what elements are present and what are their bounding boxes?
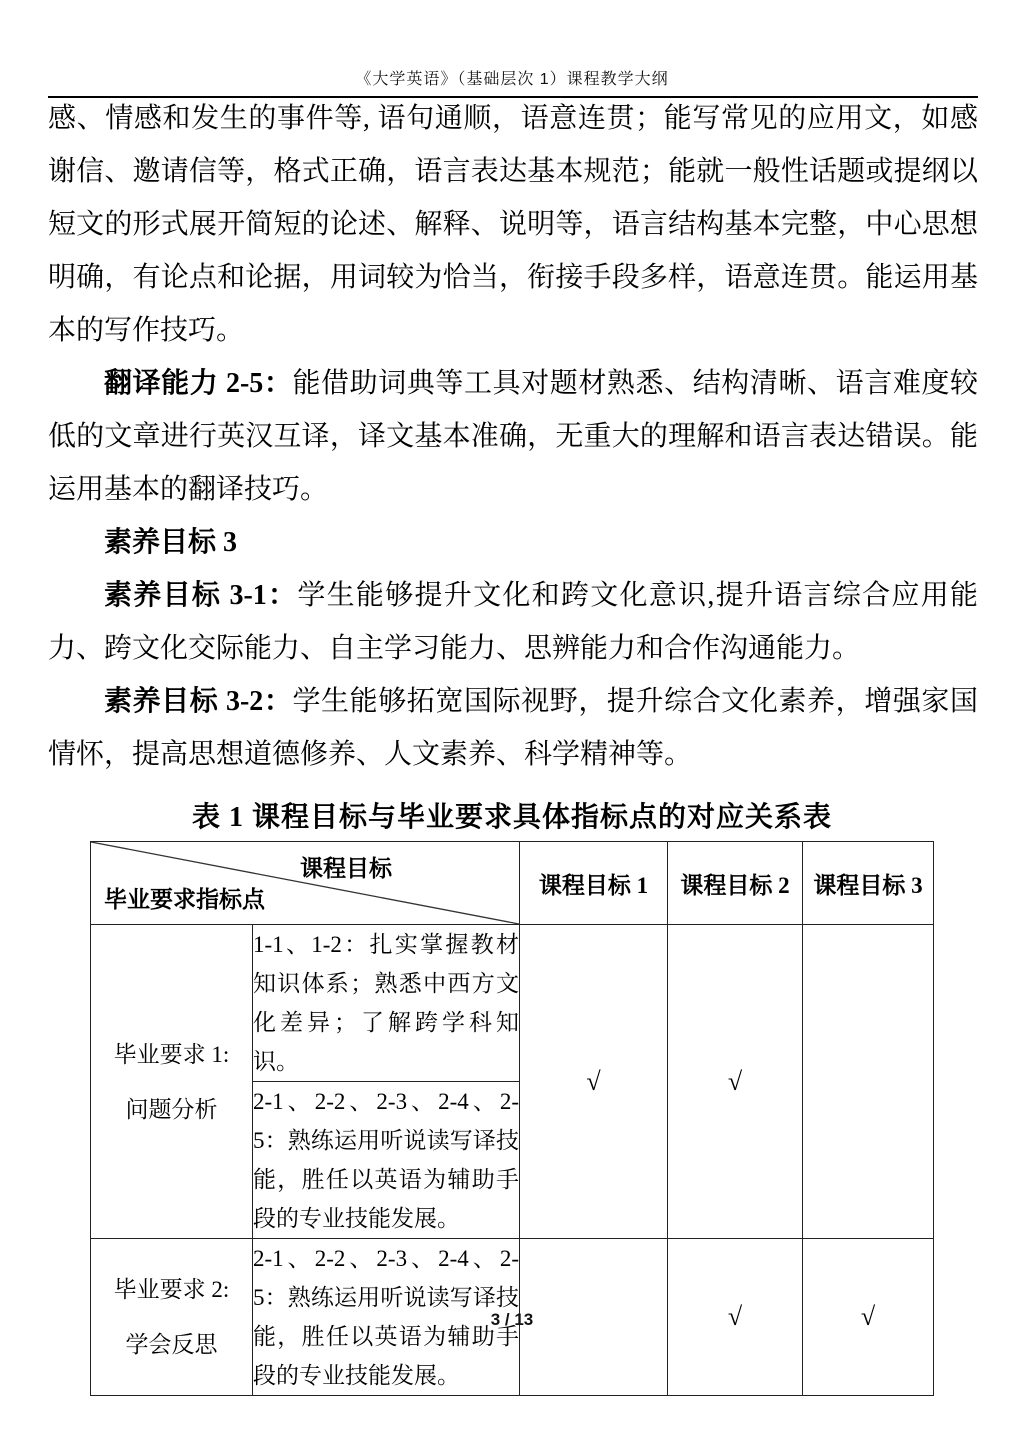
requirement-title: 毕业要求 2:	[113, 1277, 230, 1302]
running-header: 《大学英语》（基础层次 1）课程教学大纲	[355, 71, 669, 88]
paragraph-text: 感、情感和发生的事件等, 语句通顺，语意连贯；能写常见的应用文，如感谢信、邀请信等，格式正确，语言表达基本规范；能就一般性话题或提纲以短文的形式展开简短的论述、解释、说明等，语言结构基本完整，中心思想明确，有论点和论据，用词较为恰当，衔接手段多样，语意连贯。能运用基本的写作技巧。	[48, 103, 978, 346]
indicator-cell: 1-1、1-2：扎实掌握教材知识体系；熟悉中西方文化差异；了解跨学科知识。	[253, 925, 520, 1082]
corner-label-course-objectives: 课程目标	[300, 856, 392, 881]
requirement-title: 毕业要求 1:	[113, 1041, 230, 1067]
column-header-objective-1: 课程目标 1	[520, 842, 668, 925]
paragraph-literacy-goal-3-2	[48, 675, 978, 781]
paragraph-lead: 素养目标 3-2：	[104, 686, 293, 717]
check-cell-r1-c3	[803, 925, 934, 1239]
indicator-cell: 2-1、2-2、2-3、2-4、2-5：熟练运用听说读写译技能，胜任以英语为辅助手段的专业技能发展。	[253, 1239, 520, 1396]
table-header-row	[91, 842, 934, 925]
column-header-objective-3: 课程目标 3	[803, 842, 934, 925]
check-cell-r2-c2: √	[668, 1239, 803, 1396]
paragraph-text: 学生能够拓宽国际视野，提升综合文化素养，增强家国情怀，提高思想道德修养、人文素养、科学精神等。	[48, 686, 978, 770]
requirement-subtitle: 问题分析	[125, 1096, 218, 1122]
check-cell-r1-c2: √	[668, 925, 803, 1239]
document-body	[48, 92, 978, 781]
requirement-1-cell	[91, 925, 253, 1239]
table-row	[91, 925, 934, 1082]
paragraph-literacy-goal-3-1	[48, 569, 978, 675]
paragraph-lead: 翻译能力 2-5：	[104, 368, 293, 399]
table-corner-cell	[91, 842, 520, 925]
paragraph-lead: 素养目标 3-1：	[104, 580, 298, 611]
paragraph-lead: 素养目标 3	[104, 527, 238, 558]
paragraph-writing-continuation	[48, 92, 978, 357]
heading-literacy-goal-3	[48, 516, 978, 569]
paragraph-translation-ability	[48, 357, 978, 516]
check-cell-r1-c1: √	[520, 925, 668, 1239]
check-cell-r2-c3: √	[803, 1239, 934, 1396]
paragraph-text: 能借助词典等工具对题材熟悉、结构清晰、语言难度较低的文章进行英汉互译，译文基本准确，无重大的理解和语言表达错误。能运用基本的翻译技巧。	[48, 368, 978, 505]
requirement-subtitle: 学会反思	[125, 1332, 218, 1357]
column-header-objective-2: 课程目标 2	[668, 842, 803, 925]
indicator-cell: 2-1、2-2、2-3、2-4、2-5：熟练运用听说读写译技能，胜任以英语为辅助手段的专业技能发展。	[253, 1082, 520, 1239]
page-number: 3 / 13	[490, 1310, 534, 1329]
corner-label-graduation-indicators: 毕业要求指标点	[104, 887, 265, 912]
paragraph-text: 学生能够提升文化和跨文化意识,提升语言综合应用能力、跨文化交际能力、自主学习能力、思辨能力和合作沟通能力。	[48, 580, 978, 664]
table-title: 表 1 课程目标与毕业要求具体指标点的对应关系表	[191, 802, 832, 833]
